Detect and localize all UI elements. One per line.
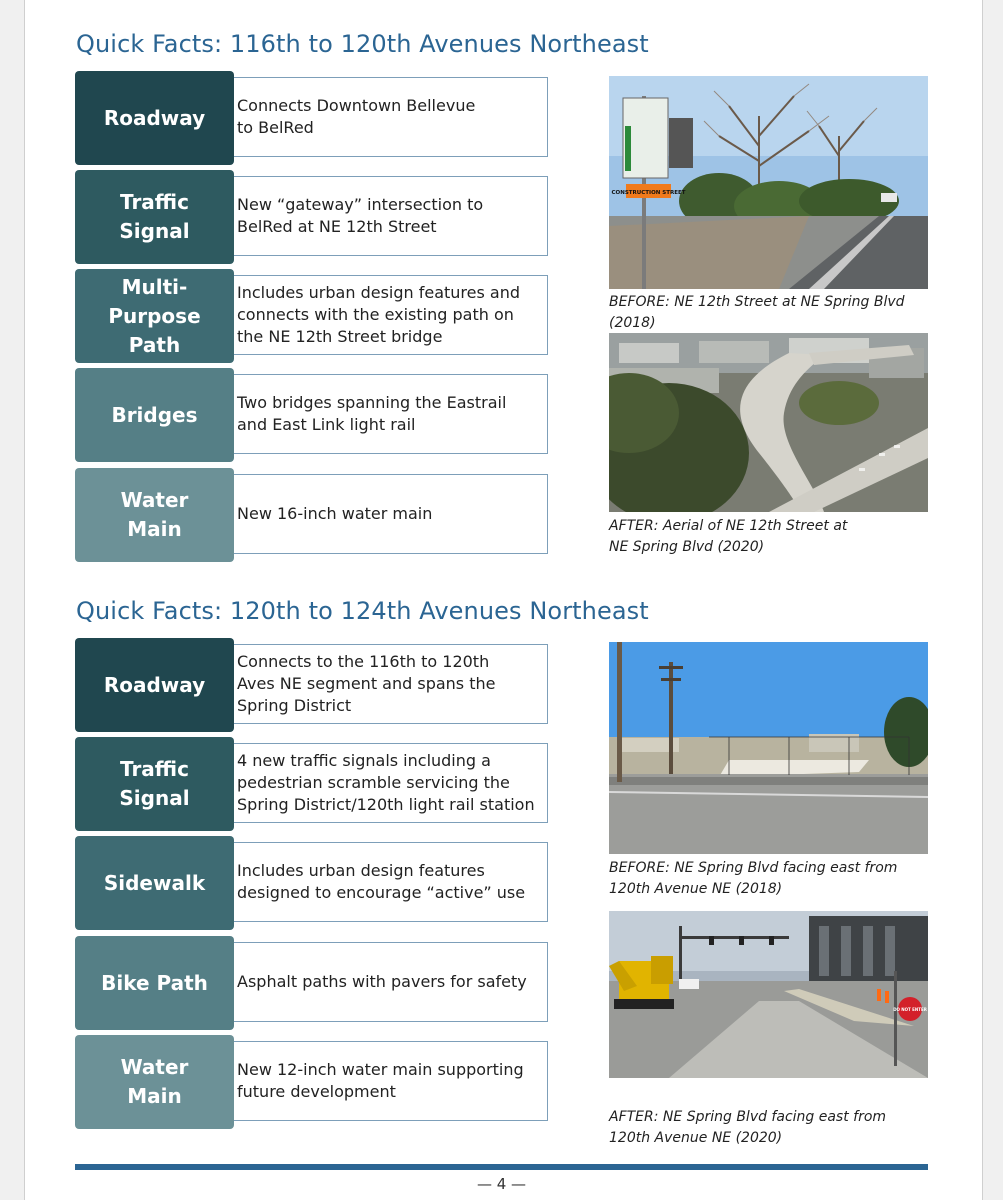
photo-before-ne-12th-street [609, 76, 928, 289]
photo-caption: AFTER: Aerial of NE 12th Street at NE Spring Blvd (2020) [609, 518, 848, 555]
fact-value: Two bridges spanning the Eastrail and East Link light rail [225, 374, 548, 454]
photo-before-spring-blvd [609, 642, 928, 854]
section-2-title: Quick Facts: 120th to 124th Avenues Northeast [76, 597, 649, 625]
fact-label: Water Main [75, 1035, 234, 1129]
fact-row-traffic-signal [75, 737, 549, 831]
fact-value: Asphalt paths with pavers for safety [225, 942, 548, 1022]
fact-row-multi-purpose-path [75, 269, 549, 363]
fact-value: 4 new traffic signals including a pedestrian scramble servicing the Spring District/120th light rail station [225, 743, 548, 823]
svg-text:CONSTRUCTION STREET: CONSTRUCTION STREET [611, 190, 686, 196]
fact-value: Connects to the 116th to 120th Aves NE segment and spans the Spring District [225, 644, 548, 724]
fact-value: Connects Downtown Bellevue to BelRed [225, 77, 548, 157]
fact-row-traffic-signal [75, 170, 549, 264]
fact-label: Traffic Signal [75, 737, 234, 831]
fact-row-roadway [75, 638, 549, 732]
fact-label: Roadway [75, 638, 234, 732]
fact-row-bike-path [75, 936, 549, 1030]
photo-after-spring-blvd [609, 911, 928, 1078]
page-right-margin [982, 0, 1003, 1200]
page-left-margin [0, 0, 25, 1200]
fact-label: Multi- Purpose Path [75, 269, 234, 363]
fact-row-roadway [75, 71, 549, 165]
fact-value: New 12-inch water main supporting future development [225, 1041, 548, 1121]
fact-value: New “gateway” intersection to BelRed at NE 12th Street [225, 176, 548, 256]
photo-caption: AFTER: NE Spring Blvd facing east from 120th Avenue NE (2020) [609, 1109, 887, 1146]
svg-text:DO NOT ENTER: DO NOT ENTER [893, 1007, 927, 1012]
fact-label: Traffic Signal [75, 170, 234, 264]
fact-row-sidewalk [75, 836, 549, 930]
fact-value: New 16-inch water main [225, 474, 548, 554]
fact-label: Water Main [75, 468, 234, 562]
fact-label: Roadway [75, 71, 234, 165]
fact-row-water-main [75, 1035, 549, 1129]
fact-row-bridges [75, 368, 549, 462]
fact-label: Bridges [75, 368, 234, 462]
fact-row-water-main [75, 468, 549, 562]
page-number: — 4 — [476, 1175, 527, 1193]
fact-value: Includes urban design features designed to encourage “active” use [225, 842, 548, 922]
fact-label: Bike Path [75, 936, 234, 1030]
photo-caption: BEFORE: NE Spring Blvd facing east from 120th Avenue NE (2018) [609, 860, 898, 897]
photo-after-aerial-ne-12th [609, 333, 928, 512]
fact-value: Includes urban design features and connects with the existing path on the NE 12th Street bridge [225, 275, 548, 355]
section-1-title: Quick Facts: 116th to 120th Avenues Northeast [76, 30, 649, 58]
fact-label: Sidewalk [75, 836, 234, 930]
footer-rule [75, 1164, 928, 1170]
photo-caption: BEFORE: NE 12th Street at NE Spring Blvd (2018) [609, 294, 905, 331]
